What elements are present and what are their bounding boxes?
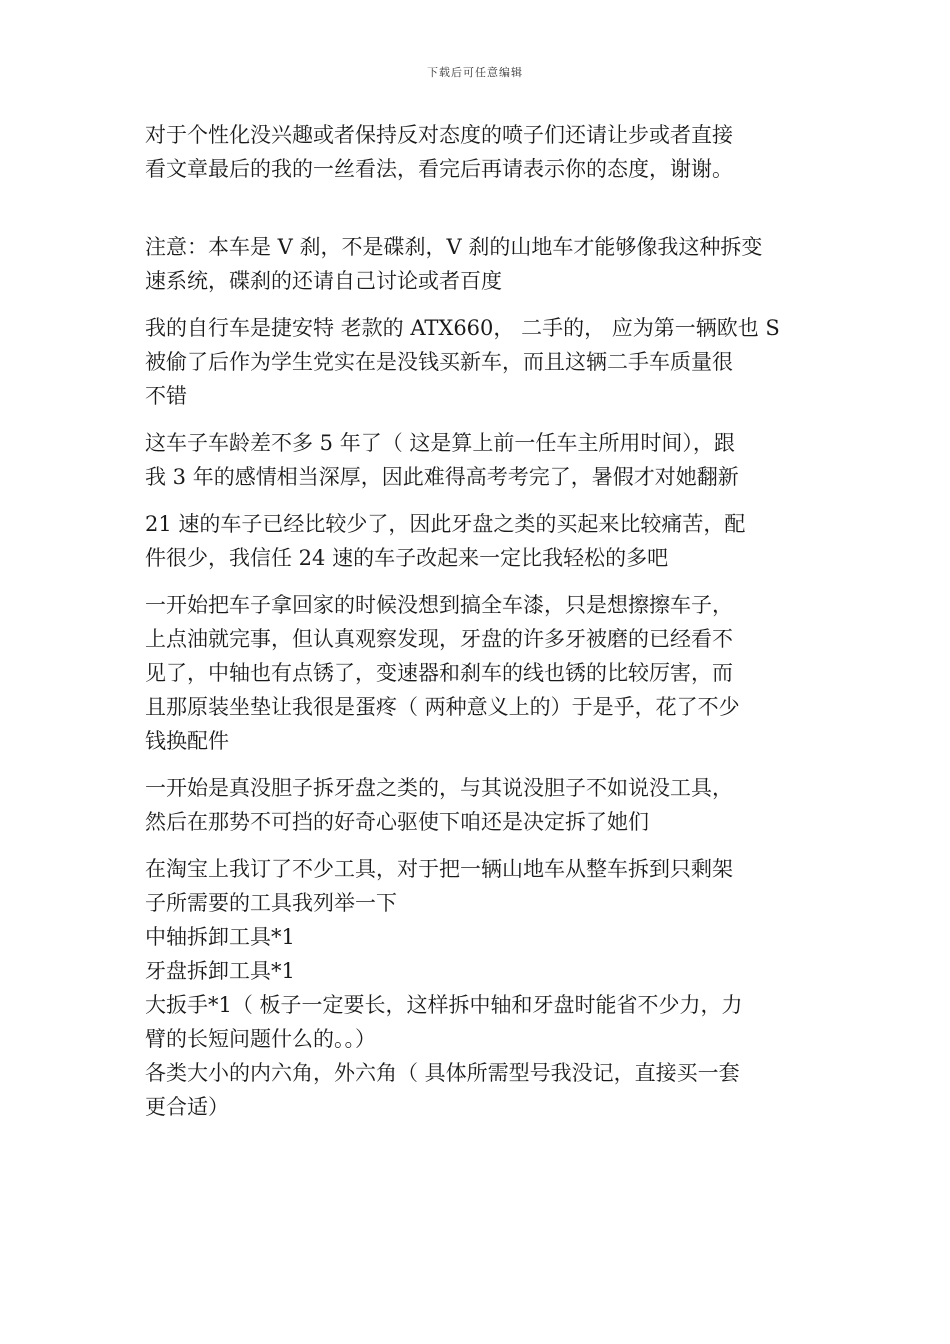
- document-body: [145, 118, 810, 1124]
- page-header: 下载后可任意编辑: [427, 66, 523, 79]
- text-line: 注意：本车是 V 刹，不是碟刹，V 刹的山地车才能够像我这种拆变: [145, 235, 763, 259]
- text-line: 臂的长短问题什么的。。）: [145, 1027, 376, 1051]
- paragraph-bike: [145, 311, 810, 413]
- text-line: 我的自行车是捷安特 老款的 ATX660， 二手的， 应为第一辆欧也 S: [145, 316, 780, 340]
- text-line: 一开始把车子拿回家的时候没想到搞全车漆，只是想擦擦车子，: [145, 593, 733, 617]
- text-line: 速系统，碟刹的还请自己讨论或者百度: [145, 269, 502, 293]
- text-line: 对于个性化没兴趣或者保持反对态度的喷子们还请让步或者直接: [145, 123, 733, 147]
- text-line: 子所需要的工具我列举一下: [145, 891, 397, 915]
- text-line: 更合适）: [145, 1095, 229, 1119]
- text-line: 一开始是真没胆子拆牙盘之类的，与其说没胆子不如说没工具，: [145, 776, 733, 800]
- paragraph-speeds: [145, 507, 810, 575]
- text-line: 且那原装坐垫让我很是蛋疼（ 两种意义上的）于是乎，花了不少: [145, 695, 740, 719]
- text-line: 不错: [145, 384, 187, 408]
- tool-list-item: 各类大小的内六角，外六角（ 具体所需型号我没记，直接买一套: [145, 1061, 740, 1085]
- paragraph-intro: [145, 118, 810, 186]
- text-line: 被偷了后作为学生党实在是没钱买新车，而且这辆二手车质量很: [145, 350, 733, 374]
- paragraph-age: [145, 426, 810, 494]
- paragraph-inspection: [145, 588, 810, 758]
- text-line: 件很少，我信任 24 速的车子改起来一定比我轻松的多吧: [145, 546, 669, 570]
- paragraph-tools: [145, 852, 810, 1124]
- text-line: 我 3 年的感情相当深厚，因此难得高考考完了，暑假才对她翻新: [145, 465, 739, 489]
- tool-list-item: 中轴拆卸工具*1: [145, 925, 295, 949]
- text-line: 21 速的车子已经比较少了，因此牙盘之类的买起来比较痛苦，配: [145, 512, 746, 536]
- tool-list-item: 牙盘拆卸工具*1: [145, 959, 295, 983]
- paragraph-note: [145, 230, 810, 298]
- text-line: 然后在那势不可挡的好奇心驱使下咱还是决定拆了她们: [145, 810, 649, 834]
- text-line: 见了，中轴也有点锈了，变速器和刹车的线也锈的比较厉害，而: [145, 661, 733, 685]
- text-line: 看文章最后的我的一丝看法，看完后再请表示你的态度，谢谢。: [145, 157, 733, 181]
- text-line: 在淘宝上我订了不少工具，对于把一辆山地车从整车拆到只剩架: [145, 857, 733, 881]
- text-line: 这车子车龄差不多 5 年了（ 这是算上前一任车主所用时间），跟: [145, 431, 735, 455]
- tool-list-item: 大扳手*1（ 板子一定要长，这样拆中轴和牙盘时能省不少力，力: [145, 993, 743, 1017]
- text-line: 上点油就完事，但认真观察发现，牙盘的许多牙被磨的已经看不: [145, 627, 733, 651]
- paragraph-decision: [145, 771, 810, 839]
- text-line: 钱换配件: [145, 729, 229, 753]
